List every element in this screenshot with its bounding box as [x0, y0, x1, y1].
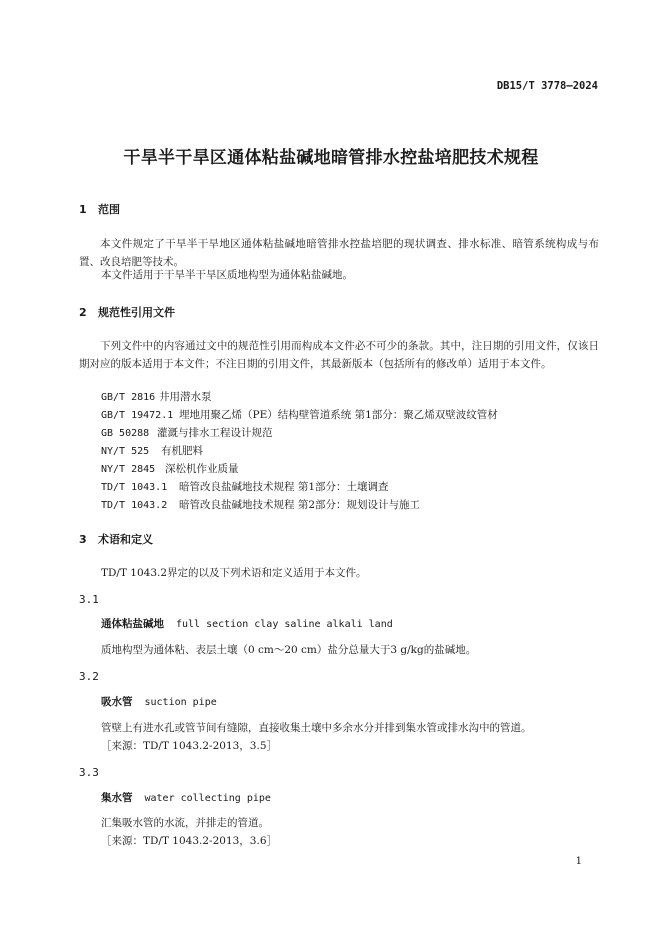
reference-code: TD/T 1043.1 [101, 482, 168, 493]
section-number: 1 [79, 203, 87, 216]
section-title: 范围 [98, 203, 120, 216]
reference-title: 井用潜水泵 [159, 391, 212, 403]
section-title: 规范性引用文件 [98, 306, 175, 319]
reference-code: TD/T 1043.2 [101, 500, 168, 511]
reference-title: 暗管改良盐碱地技术规程 第2部分：规划设计与施工 [179, 499, 421, 511]
term-definition: 汇集吸水管的水流，并排走的管道。 [101, 817, 269, 829]
reference-title: 埋地用聚乙烯（PE）结构壁管道系统 第1部分：聚乙烯双壁波纹管材 [179, 409, 498, 421]
reference-item [101, 389, 212, 404]
reference-item [101, 407, 498, 422]
section-number: 3 [79, 533, 87, 546]
term-chinese: 通体粘盐碱地 [101, 618, 164, 630]
section-heading-normative [79, 304, 175, 320]
term-chinese: 集水管 [101, 792, 133, 804]
scope-paragraph-2: 本文件适用于干旱半干旱区质地构型为通体粘盐碱地。 [101, 269, 353, 281]
reference-item [101, 461, 239, 476]
term-english: full section clay saline alkali land [176, 619, 393, 630]
reference-code: GB 50288 [101, 428, 150, 439]
term-source: ［来源：TD/T 1043.2-2013，3.6］ [101, 835, 278, 847]
term-english: suction pipe [144, 697, 217, 708]
term-number: 3.1 [79, 593, 99, 606]
term-english: water collecting pipe [144, 793, 271, 804]
reference-item [101, 443, 203, 458]
terms-intro: TD/T 1043.2界定的以及下列术语和定义适用于本文件。 [101, 567, 367, 579]
term-heading [101, 616, 393, 631]
reference-code: NY/T 2845 [101, 464, 156, 475]
reference-item [101, 497, 420, 512]
reference-title: 暗管改良盐碱地技术规程 第1部分：土壤调查 [179, 481, 389, 493]
section-heading-terms [79, 531, 153, 547]
reference-code: GB/T 19472.1 [101, 410, 174, 421]
reference-code: GB/T 2816 [101, 392, 156, 403]
reference-title: 深松机作业质量 [165, 463, 239, 475]
reference-code: NY/T 525 [101, 446, 150, 457]
reference-item [101, 425, 273, 440]
reference-title: 灌溉与排水工程设计规范 [157, 427, 273, 439]
page-number: 1 [575, 856, 582, 867]
term-number: 3.2 [79, 670, 99, 683]
term-source: ［来源：TD/T 1043.2-2013，3.5］ [101, 740, 278, 752]
document-number: DB15/T 3778—2024 [496, 80, 598, 92]
term-chinese: 吸水管 [101, 696, 133, 708]
term-definition: 质地构型为通体粘、表层土壤（0 cm～20 cm）盐分总量大于3 g/kg的盐碱地。 [101, 644, 477, 656]
reference-title: 有机肥料 [161, 445, 203, 457]
term-definition: 管壁上有进水孔或管节间有缝隙，直接收集土壤中多余水分并排到集水管或排水沟中的管道。 [101, 722, 532, 734]
section-heading-scope [79, 201, 120, 217]
reference-item [101, 479, 389, 494]
section-title: 术语和定义 [98, 533, 153, 546]
term-number: 3.3 [79, 766, 99, 779]
term-heading [101, 790, 271, 805]
page-title: 干旱半干旱区通体粘盐碱地暗管排水控盐培肥技术规程 [123, 148, 539, 168]
section-number: 2 [79, 306, 87, 319]
scope-paragraph-1: 本文件规定了干旱半干旱地区通体粘盐碱地暗管排水控盐培肥的现状调查、排水标准、暗管系统构成与布置、改良培肥等技术。 [79, 238, 599, 268]
term-heading [101, 694, 217, 709]
normative-intro: 下列文件中的内容通过文中的规范性引用而构成本文件必不可少的条款。其中，注日期的引用文件，仅该日期对应的版本适用于本文件；不注日期的引用文件，其最新版本（包括所有的修改单）适用于本文件。 [79, 340, 599, 370]
